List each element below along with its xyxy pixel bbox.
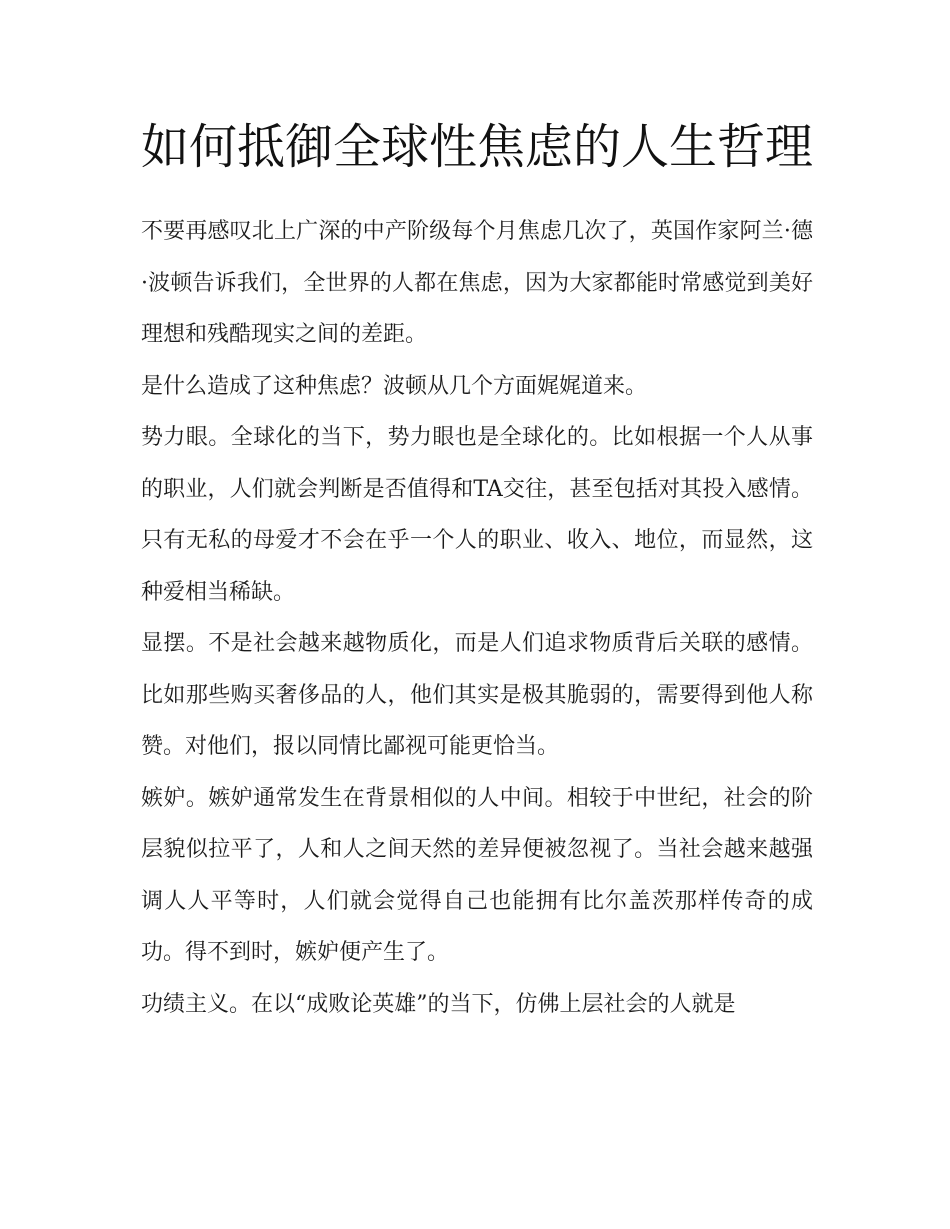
paragraph-question: 是什么造成了这种焦虑？波顿从几个方面娓娓道来。: [141, 373, 648, 399]
document-page: [141, 108, 813, 1030]
paragraph-intro: 不要再感叹北上广深的中产阶级每个月焦虑几次了，英国作家阿兰·德·波顿告诉我们，全世界的人都在焦虑，因为大家都能时常感觉到美好理想和残酷现实之间的差距。: [141, 219, 813, 347]
paragraph-showing-off: 显摆。不是社会越来越物质化，而是人们追求物质背后关联的感情。比如那些购买奢侈品的人，他们其实是极其脆弱的，需要得到他人称赞。对他们，报以同情比鄙视可能更恰当。: [141, 631, 813, 759]
paragraph-envy: 嫉妒。嫉妒通常发生在背景相似的人中间。相较于中世纪，社会的阶层貌似拉平了，人和人之间天然的差异便被忽视了。当社会越来越强调人人平等时，人们就会觉得自己也能拥有比尔盖茨那样传奇的成功。得不到时，嫉妒便产生了。: [141, 785, 813, 965]
paragraph-meritocracy: 功绩主义。在以“成败论英雄”的当下，仿佛上层社会的人就是: [141, 991, 736, 1017]
document-body: [141, 206, 813, 1030]
paragraph-snobbery: 势力眼。全球化的当下，势力眼也是全球化的。比如根据一个人从事的职业，人们就会判断是否值得和TA交往，甚至包括对其投入感情。只有无私的母爱才不会在乎一个人的职业、收入、地位，而显然，这种爱相当稀缺。: [141, 425, 813, 605]
document-title: 如何抵御全球性焦虑的人生哲理: [141, 119, 814, 175]
